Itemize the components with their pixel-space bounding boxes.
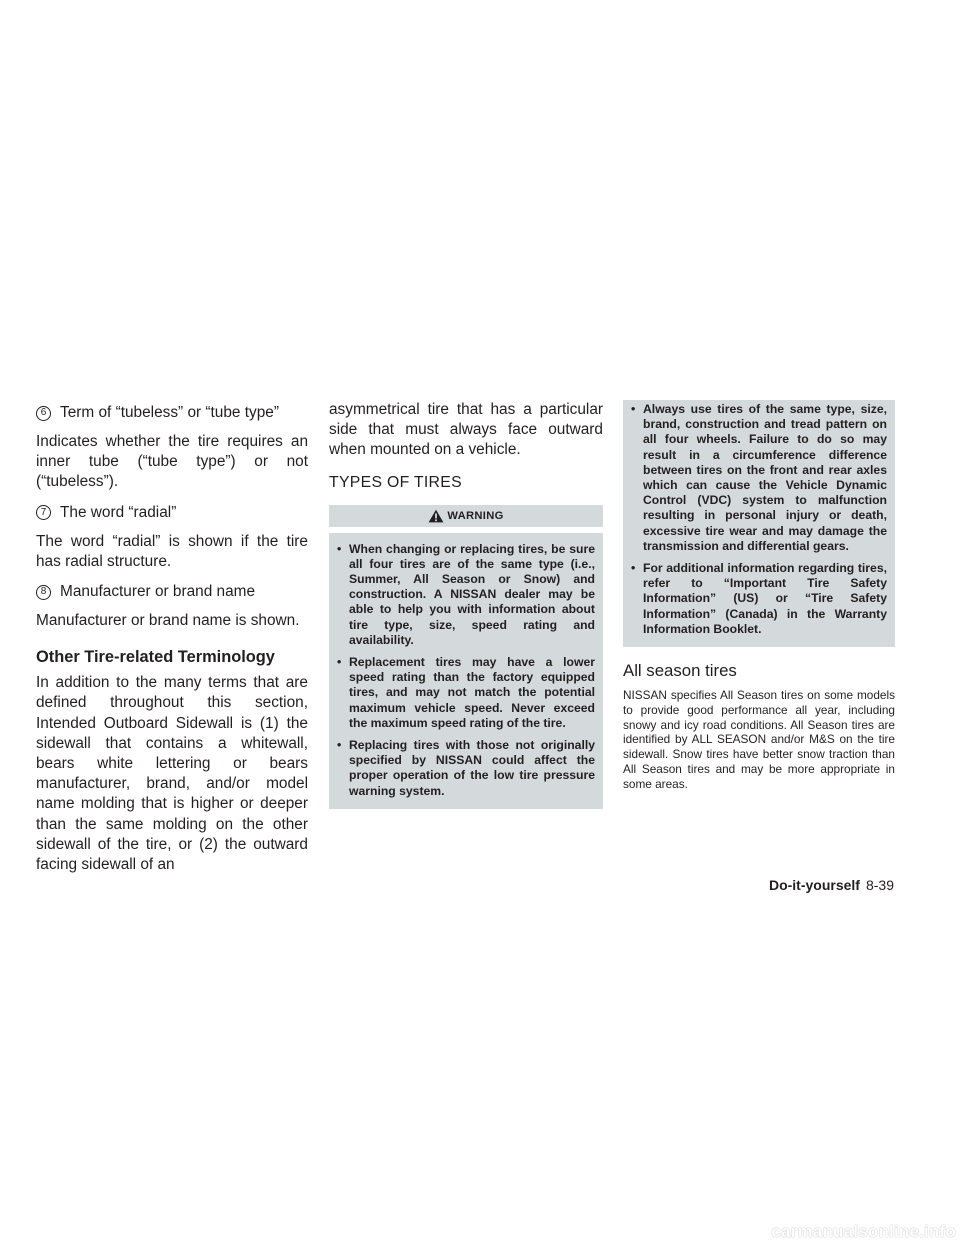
- warning-item-text: Replacing tires with those not originally specified by NISSAN could affect the proper operation of the low tire pressure warning system.: [349, 738, 595, 798]
- warning-list: [337, 542, 595, 799]
- bullet: •: [337, 738, 342, 753]
- warning-triangle-icon: [428, 509, 444, 523]
- warning-list-continued: [631, 402, 887, 637]
- footer-section-name: Do-it-yourself: [768, 877, 860, 893]
- warning-item-text: Always use tires of the same type, size, brand, construction and tread pattern on all four wheels. Failure to do so may result in a circumference difference between tires on the front and rear axles which can cause the Vehicle Dynamic Control (VDC) system to malfunction resulting in personal injury or death, excessive tire wear and may damage the transmission and differential gears.: [643, 402, 887, 553]
- other-terminology-text: In addition to the many terms that are defined throughout this section, Intended Outboard Sidewall is (1) the sidewall that contains a whitewall, bears white lettering or bears manufacturer, brand, and/or model name molding that is higher or deeper than the same molding on the other sidewall of the tire, or (2) the outward facing sidewall of an: [36, 674, 308, 874]
- item-7-title: The word “radial”: [60, 503, 177, 521]
- bullet: •: [337, 655, 342, 670]
- bullet: •: [337, 541, 342, 556]
- bullet: •: [631, 402, 636, 416]
- bullet: •: [631, 561, 636, 576]
- warning-item-text: For additional information regarding tires, refer to “Important Tire Safety Information” (US) or “Tire Safety Information” (Canada) in the Warranty Information Booklet.: [643, 561, 887, 636]
- circled-number-6: 6: [36, 406, 51, 421]
- warning-item: [337, 655, 595, 731]
- column-middle: [329, 400, 603, 809]
- warning-header: [329, 505, 603, 527]
- item-6-heading: [36, 403, 308, 423]
- circled-number-8: 8: [36, 585, 51, 600]
- watermark: carmanualsonline.info: [771, 1222, 956, 1241]
- other-terminology-heading: Other Tire-related Terminology: [36, 648, 275, 667]
- warning-label: WARNING: [447, 509, 504, 522]
- continued-text: asymmetrical tire that has a particular side that must always face outward when mounted on a vehicle.: [329, 401, 603, 459]
- column-left: [36, 400, 308, 885]
- item-7-text: The word “radial” is shown if the tire has radial structure.: [36, 532, 308, 570]
- page-footer: [769, 877, 894, 893]
- column-right: [623, 400, 895, 792]
- item-6-text: Indicates whether the tire requires an inner tube (“tube type”) or not (“tubeless”).: [36, 433, 308, 491]
- item-8-title: Manufacturer or brand name: [60, 583, 256, 601]
- warning-box: [329, 533, 603, 809]
- section-title: TYPES OF TIRES: [329, 473, 462, 491]
- page-number: 8-39: [865, 877, 894, 893]
- warning-item: [337, 542, 595, 648]
- warning-box-continued: [623, 400, 895, 647]
- circled-number-7: 7: [36, 505, 51, 520]
- item-8-text: Manufacturer or brand name is shown.: [36, 612, 300, 630]
- all-season-heading: All season tires: [623, 661, 737, 681]
- item-7-heading: [36, 503, 308, 523]
- warning-item: [631, 561, 887, 637]
- item-8-heading: [36, 582, 308, 602]
- all-season-text: NISSAN specifies All Season tires on some models to provide good performance all year, including snowy and icy road conditions. All Season tires are identified by ALL SEASON and/or M&S on the tire sidewall. Snow tires have better snow traction than All Season tires and may be more appropriate in some areas.: [623, 688, 895, 791]
- warning-item-text: When changing or replacing tires, be sure all four tires are of the same type (i.e., Summer, All Season or Snow) and construction. A NISSAN dealer may be able to help you with information about tire type, size, speed rating and availability.: [349, 541, 595, 647]
- warning-item-text: Replacement tires may have a lower speed rating than the factory equipped tires, and may not match the potential maximum vehicle speed. Never exceed the maximum speed rating of the tire.: [349, 655, 595, 730]
- warning-item: [337, 738, 595, 799]
- item-6-title: Term of “tubeless” or “tube type”: [60, 404, 279, 421]
- warning-item: [631, 402, 887, 554]
